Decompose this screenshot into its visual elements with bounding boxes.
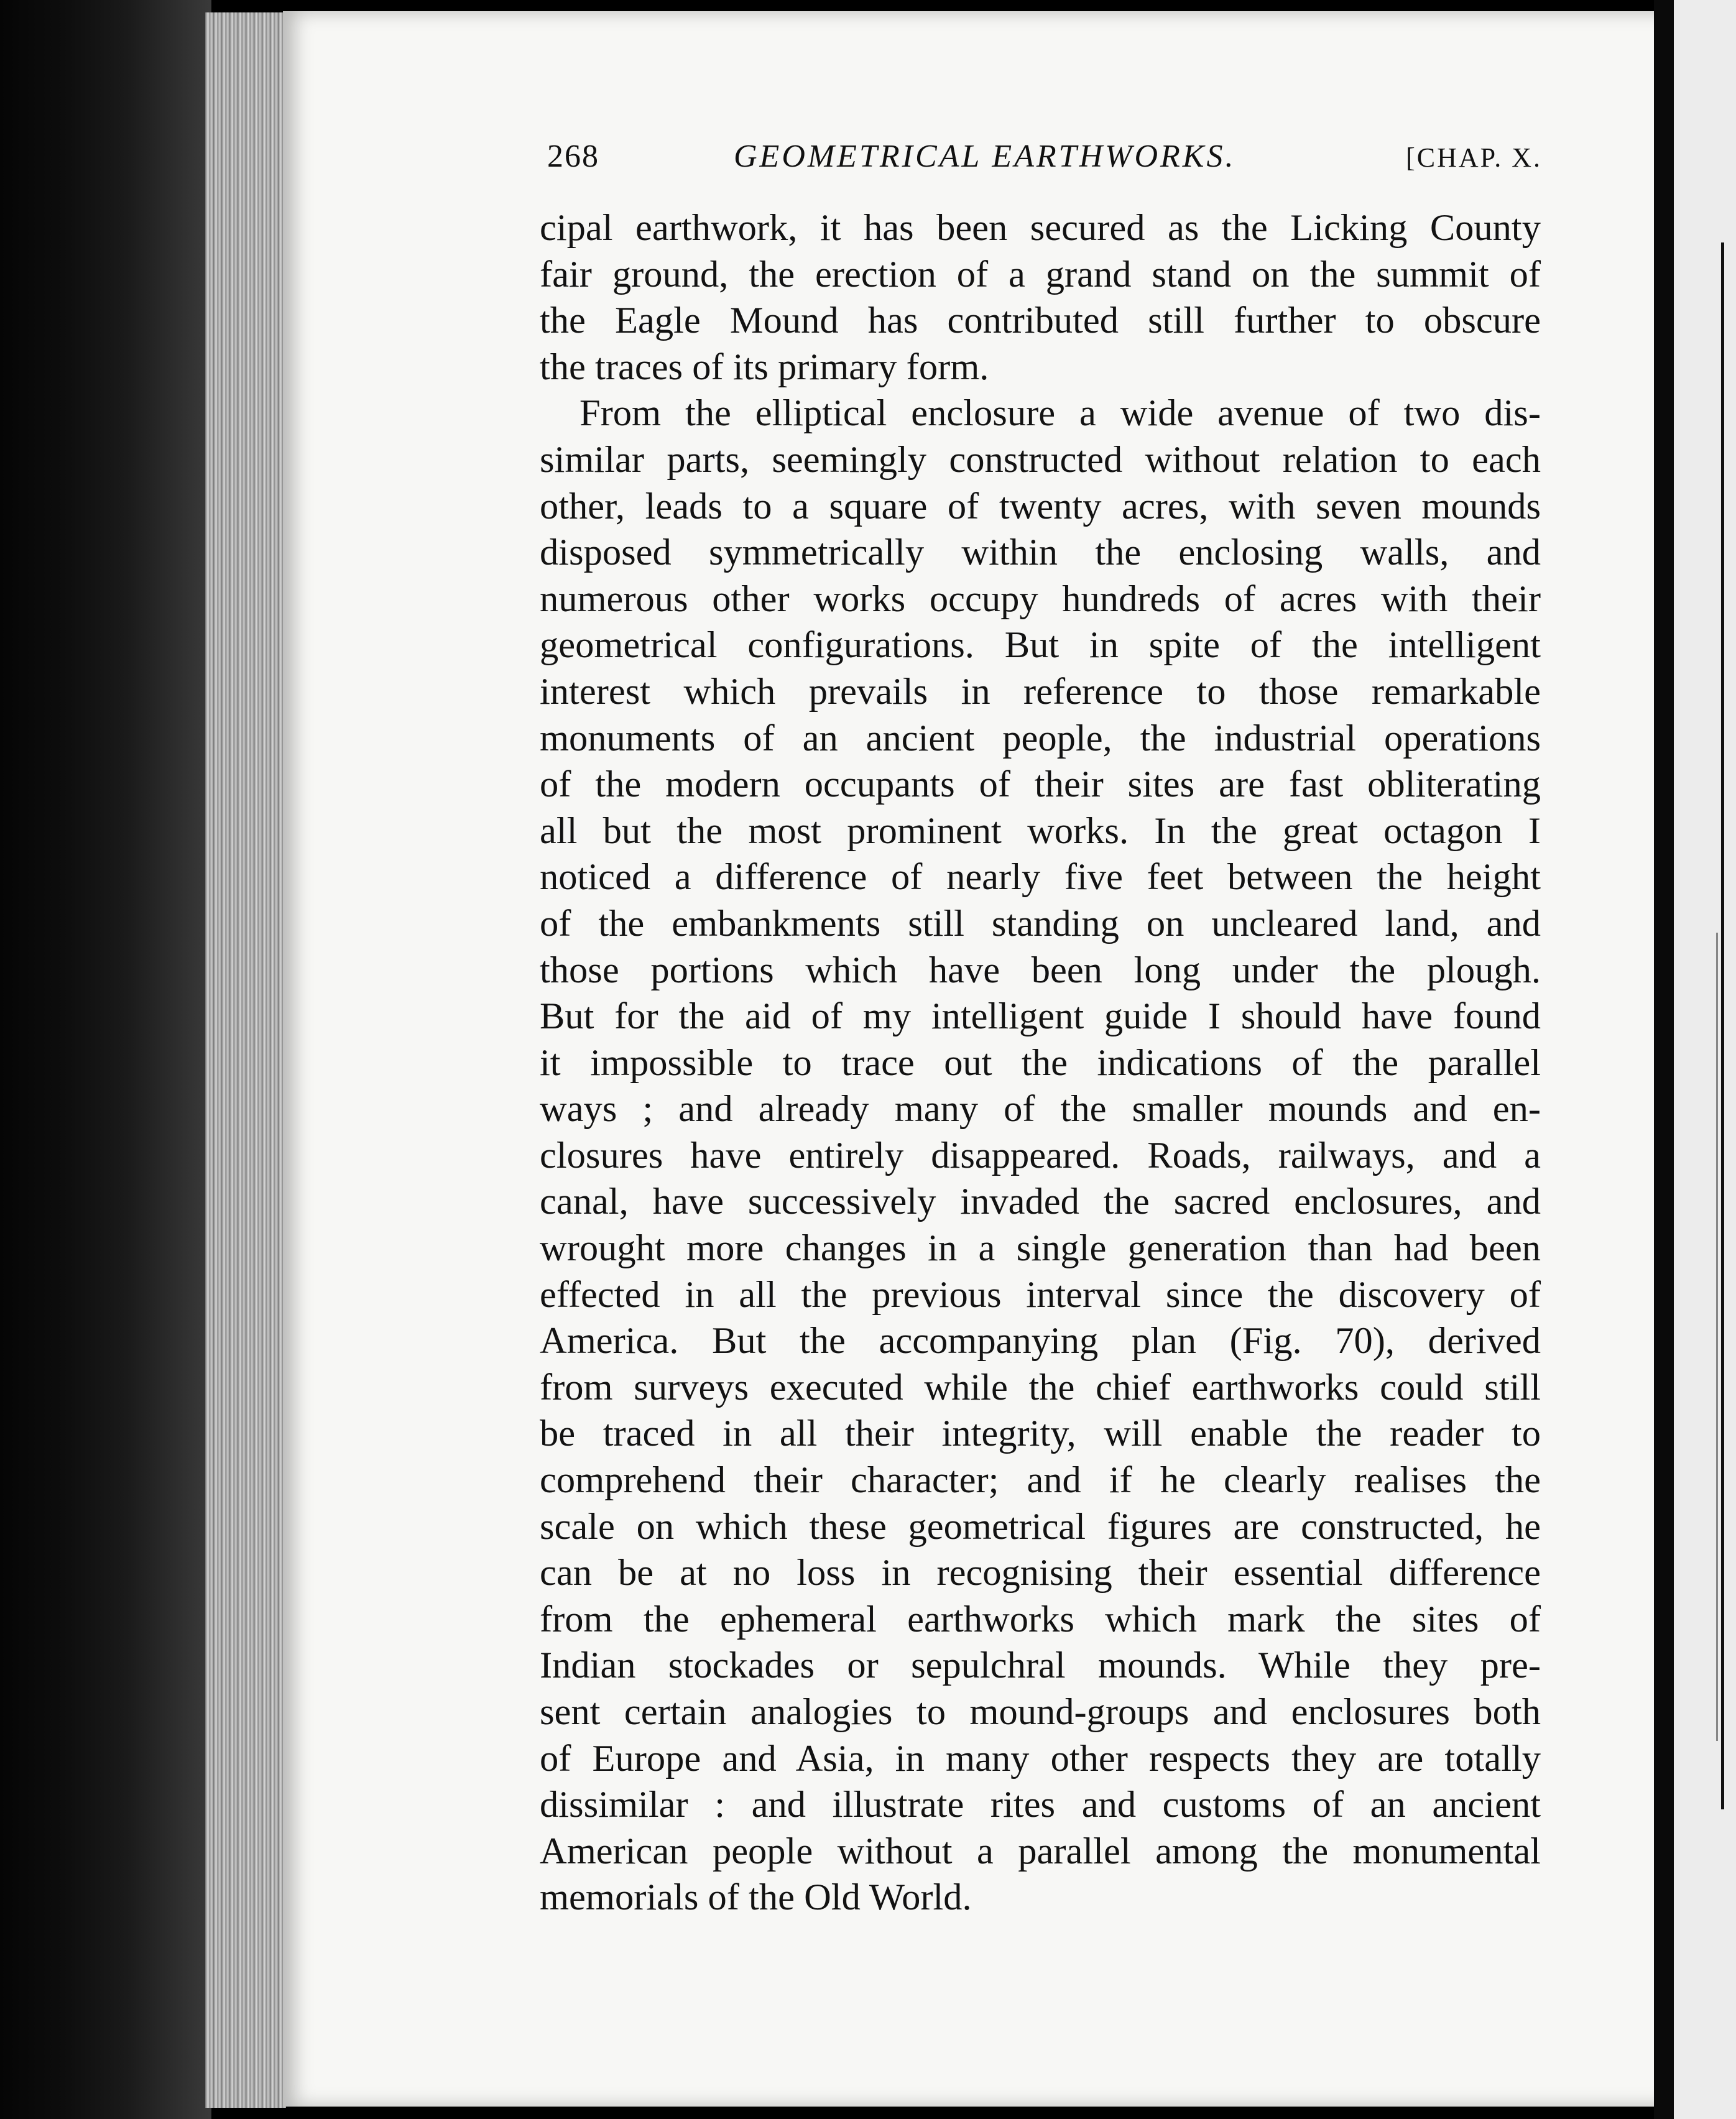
- text-line: other, leads to a square of twenty acres, with seven mounds: [540, 485, 1541, 527]
- text-line: cipal earthwork, it has been secured as the Licking County: [540, 207, 1541, 249]
- text-line: memorials of the Old World.: [540, 1877, 972, 1919]
- text-line: American people without a parallel among the monumental: [540, 1830, 1541, 1872]
- text-line: America. But the accompanying plan (Fig. 70), derived: [540, 1320, 1541, 1362]
- text-line: the Eagle Mound has contributed still further to obscure: [540, 300, 1541, 342]
- page-border-shadow: [1654, 0, 1674, 2119]
- page-number: 268: [547, 139, 599, 174]
- text-line: similar parts, seemingly constructed without relation to each: [540, 438, 1541, 481]
- text-line: of the modern occupants of their sites are fast obliterating: [540, 764, 1541, 806]
- adjacent-page-illustration: [1679, 933, 1718, 1741]
- binding-gutter: [0, 0, 211, 2119]
- text-line: But for the aid of my intelligent guide I should have found: [540, 995, 1541, 1038]
- running-head: [547, 138, 1542, 182]
- text-line: numerous other works occupy hundreds of acres with their: [540, 578, 1541, 620]
- text-line: from surveys executed while the chief earthworks could still: [540, 1366, 1541, 1408]
- text-line: canal, have successively invaded the sacred enclosures, and: [540, 1181, 1541, 1223]
- text-line: disposed symmetrically within the enclosing walls, and: [540, 532, 1541, 574]
- text-line: sent certain analogies to mound-groups and enclosures both: [540, 1691, 1541, 1733]
- text-line: be traced in all their integrity, will enable the reader to: [540, 1413, 1541, 1455]
- text-line: dissimilar : and illustrate rites and customs of an ancient: [540, 1784, 1541, 1826]
- text-line: fair ground, the erection of a grand stand on the summit of: [540, 253, 1541, 295]
- text-line: comprehend their character; and if he clearly realises the: [540, 1459, 1541, 1502]
- text-line: interest which prevails in reference to those remarkable: [540, 670, 1541, 713]
- adjacent-page-rule: [1721, 242, 1724, 1809]
- text-line: all but the most prominent works. In the great octagon I: [540, 810, 1541, 852]
- running-title: GEOMETRICAL EARTHWORKS.: [734, 139, 1236, 174]
- text-line: from the ephemeral earthworks which mark the sites of: [540, 1598, 1541, 1640]
- text-line: it impossible to trace out the indications of the parallel: [540, 1041, 1541, 1084]
- text-line: ways ; and already many of the smaller mounds and en-: [540, 1088, 1541, 1130]
- text-line: of Europe and Asia, in many other respects they are totally: [540, 1737, 1541, 1780]
- page-edges: [205, 12, 286, 2108]
- chapter-label: [CHAP. X.: [1406, 142, 1542, 173]
- body-text: [540, 205, 1541, 1921]
- text-line: effected in all the previous interval since the discovery of: [540, 1273, 1541, 1316]
- text-line: geometrical configurations. But in spite of the intelligent: [540, 624, 1541, 667]
- text-line: Indian stockades or sepulchral mounds. While they pre-: [540, 1645, 1541, 1687]
- text-line: closures have entirely disappeared. Roads, railways, and a: [540, 1134, 1541, 1176]
- text-line: of the embankments still standing on uncleared land, and: [540, 902, 1541, 944]
- text-line: those portions which have been long under the plough.: [540, 949, 1541, 991]
- text-line: noticed a difference of nearly five feet between the height: [540, 856, 1541, 898]
- text-line: monuments of an ancient people, the industrial operations: [540, 717, 1541, 759]
- text-line: From the elliptical enclosure a wide avenue of two dis-: [579, 392, 1541, 435]
- text-line: the traces of its primary form.: [540, 346, 989, 388]
- text-line: wrought more changes in a single generation than had been: [540, 1227, 1541, 1270]
- text-line: scale on which these geometrical figures are constructed, he: [540, 1505, 1541, 1548]
- text-line: can be at no loss in recognising their essential difference: [540, 1552, 1541, 1594]
